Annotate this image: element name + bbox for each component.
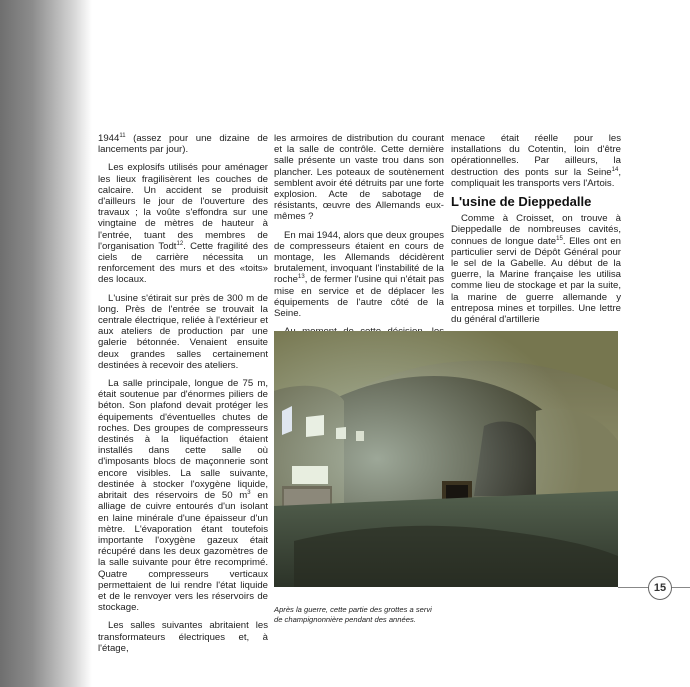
page-gutter-gradient	[0, 0, 92, 687]
paragraph: Les explosifs utilisés pour aménager les lieux fragilisèrent les couches de calcaire. Un accident se produisit d'ailleurs le jour de l'ouverture des travaux ; la voûte s'effondra sur une vingtaine de mètres de hauteur à l'entrée, tuant des membres de l'organisation Todt$^{12}$. Cette fragilité des ciels de carrière nécessita un renforcement des murs et des «toits» des locaux.	[98, 162, 268, 286]
caption-line: de champignonnière pendant des années.	[274, 615, 416, 624]
section-heading: L'usine de Dieppedalle	[451, 194, 592, 210]
paragraph: les armoires de distribution du courant et la salle de contrôle. Cette dernière salle présente un vaste trou dans son plancher. Les poteaux de soutènement semblent avoir été détruits par une forte explosion. Acte de sabotage de résistants, œuvre des Allemands eux-mêmes ?	[274, 133, 444, 223]
paragraph: 1944$^{11}$ (assez pour une dizaine de lancements par jour).	[98, 132, 268, 156]
page-number: 15	[648, 576, 672, 600]
photo-caption	[274, 605, 474, 625]
paragraph: Comme à Croisset, on trouve à Dieppedalle de nombreuses cavités, connues de longue date$^{15}$. Elles ont en particulier servi de Dépôt Général pour le sel de la Gabelle. Au début de la guerre, la Marine française les utilisa comme lieu de stockage et par la suite, la marine de guerre allemande y entreposa mines et torpilles. Une lettre du général d'artillerie	[451, 213, 622, 326]
text-column-3	[451, 133, 621, 332]
text-column-1	[98, 133, 268, 661]
paragraph: menace était réelle pour les installations du Cotentin, loin d'être opérationnelles. Par ailleurs, la destruction des ponts sur la Seine$^{14}$, compliquait les transports vers l'Artois.	[451, 133, 621, 189]
paragraph: Les salles suivantes abritaient les transformateurs électriques et, à l'étage,	[98, 620, 268, 654]
paragraph: En mai 1944, alors que deux groupes de compresseurs étaient en cours de montage, les Allemands décidèrent brutalement, invoquant l'instabilité de la roche$^{13}$, de fermer l'usine qui n'était pas mise en service et de déplacer les équipements de l'autre côté de la Seine.	[274, 229, 444, 320]
caption-line: Après la guerre, cette partie des grottes a servi	[274, 605, 432, 614]
paragraph: L'usine s'étirait sur près de 300 m de long. Près de l'entrée se trouvait la centrale électrique, reliée à l'extérieur et aux ateliers de production par une galerie bétonnée. Venaient ensuite deux grandes salles certainement destinées à recevoir des ateliers.	[98, 292, 268, 371]
cave-photo	[274, 331, 618, 587]
paragraph: La salle principale, longue de 75 m, était soutenue par d'énormes piliers de béton. Son plafond devait protéger les équipements d'éventuelles chutes de roches. Des groupes de compresseurs destinés à la liquéfaction étaient installés dans cette salle où d'imposants blocs de maçonnerie sont encore visibles. La salle suivante, destinée à stocker l'oxygène liquide, abritait des réservoirs de 50 $m^3$ en alliage de cuivre entourés d'un isolant en laine minérale d'une épaisseur d'un mètre. L'évaporation étant toutefois importante l'oxygène gazeux était récupéré dans les deux gazomètres de la salle suivante pour être recomprimé. Quatre compresseurs verticaux permettaient de lui rendre l'état liquide et de le renvoyer vers les réservoirs de stockage.	[98, 378, 268, 614]
